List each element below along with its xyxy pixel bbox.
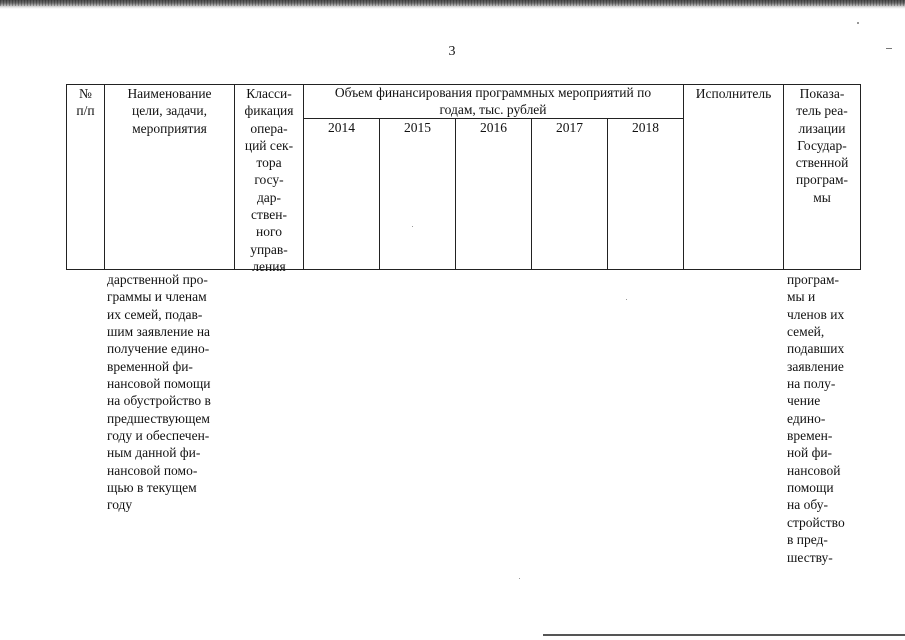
scan-speck [412,226,413,227]
header-financing-line: Объем финансирования программных мероприятий по [334,85,652,100]
scan-speck [886,48,892,49]
year-cell-2016 [455,118,531,270]
header-indicator-line: лизации [798,120,846,136]
year-cell-2014 [303,118,379,270]
header-indicator-line: мы [813,189,831,205]
year-cell-2018 [607,118,683,270]
header-number-line: п/п [76,103,95,119]
year-label: 2016 [480,120,507,135]
header-name-cell [104,84,234,270]
header-classification-line: ций сек- [244,137,294,153]
header-indicator-line: тель реа- [796,103,848,119]
header-name-line: мероприятия [132,120,207,136]
header-classification-line: дар- [256,189,282,205]
name-continuation-text: дарственной про- граммы и членам их семей, подав- шим заявление на получение едино- временной фи- нансовой помощи на обустройство в предшествующем году и обеспечен- ным данной фи- нансовой помо- щью в текущем году [107,272,211,513]
header-name-line: Наименование [127,86,212,101]
header-indicator-cell [783,84,861,270]
year-label: 2015 [404,120,431,135]
header-number-line: № [79,86,92,101]
page-number: 3 [448,44,456,59]
header-executor-line: Исполнитель [695,86,772,101]
year-cell-2017 [531,118,607,270]
year-label: 2014 [328,120,355,135]
year-label: 2018 [632,120,659,135]
header-executor-cell [683,84,783,270]
header-indicator-line: Государ- [797,137,847,153]
header-classification-line: тора [256,155,282,171]
header-indicator-line: ственной [795,155,849,171]
scan-bottom-edge [543,634,905,636]
year-label: 2017 [556,120,583,135]
indicator-continuation-text: програм- мы и членов их семей, подавших заявление на полу- чение едино- времен- ной фи- нансовой помощи на обу- стройство в пред- шеству- [787,272,845,565]
header-classification-line: ления [252,258,286,274]
header-classification-line: Класси- [246,86,292,101]
header-classification-line: опера- [250,120,288,136]
header-classification-line: фикация [244,103,294,119]
year-cell-2015 [379,118,455,270]
header-name-line: цели, задачи, [132,103,207,119]
header-indicator-line: програм- [795,172,849,188]
header-classification-line: ного [256,224,282,240]
scan-speck [857,22,859,24]
scan-speck [626,299,627,300]
header-classification-line: управ- [250,241,288,257]
header-financing-line: годам, тыс. рублей [439,102,547,117]
header-financing-title [303,84,683,118]
header-number-cell [66,84,104,270]
header-classification-line: ствен- [251,207,287,223]
header-classification-cell [234,84,303,274]
scan-speck [519,578,520,579]
header-classification-line: госу- [254,172,284,188]
header-indicator-line: Показа- [799,86,845,101]
scan-edge-artifact [0,0,905,9]
